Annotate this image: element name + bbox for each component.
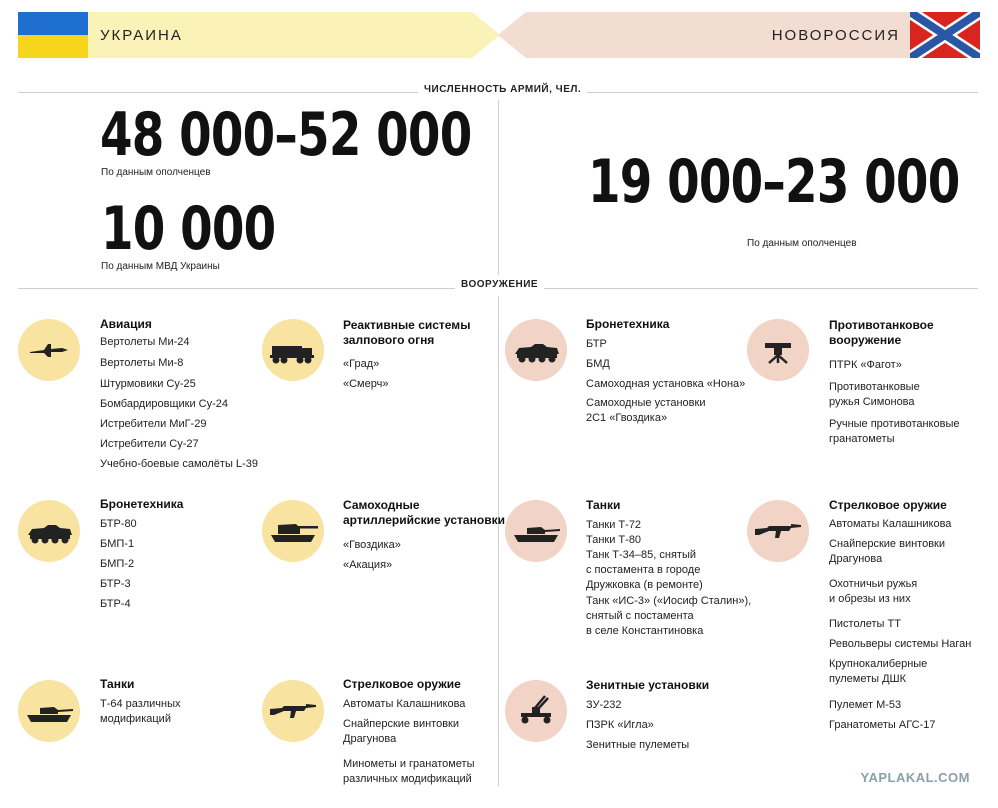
list-item: Ручные противотанковые [829,418,960,430]
category-title: Стрелковое оружие [829,498,947,512]
rifle-icon [747,500,809,562]
list-item: в селе Константиновка [586,625,704,637]
category-title: Бронетехника [586,317,670,331]
list-item: Автоматы Калашникова [343,698,466,710]
ua-strength-source-2: По данным МВД Украины [101,261,220,272]
category-title: Самоходные [343,498,420,512]
list-item: БТР-3 [100,578,131,590]
list-item: 2С1 «Гвоздика» [586,412,668,424]
self-propelled-gun-icon [262,500,324,562]
ua-strength-value-1: 48 000–52 000 [100,100,472,170]
ukraine-flag [18,12,88,58]
list-item: Дружковка (в ремонте) [586,579,703,591]
list-item: Револьверы системы Наган [829,638,972,650]
strength-label: ЧИСЛЕННОСТЬ АРМИЙ, ЧЕЛ. [418,84,587,95]
nr-strength-value: 19 000–23 000 [588,147,960,217]
list-item: Снайперские винтовки [343,718,459,730]
list-item: Снайперские винтовки [829,538,945,550]
center-divider [498,100,499,275]
list-item: Учебно-боевые самолёты L-39 [100,458,258,470]
list-item: Крупнокалиберные [829,658,928,670]
list-item: Автоматы Калашникова [829,518,952,530]
ukraine-title: УКРАИНА [100,27,183,44]
category-title: залпового огня [343,333,435,347]
list-item: Истребители МиГ-29 [100,418,207,430]
list-item: ЗУ-232 [586,699,622,711]
list-item: Вертолеты Ми-8 [100,357,184,369]
list-item: Драгунова [343,733,397,745]
list-item: ПЗРК «Игла» [586,719,654,731]
list-item: и обрезы из них [829,593,911,605]
anti-tank-icon [747,319,809,381]
list-item: «Гвоздика» [343,539,401,551]
novorossiya-title: НОВОРОССИЯ [771,27,900,44]
list-item: Гранатометы АГС-17 [829,719,936,731]
anti-aircraft-icon [505,680,567,742]
ua-strength-source-1: По данным ополченцев [101,167,211,178]
ua-strength-value-2: 10 000 [101,194,276,264]
list-item: Зенитные пулеметы [586,739,690,751]
list-item: Вертолеты Ми-24 [100,336,190,348]
list-item: БТР-4 [100,598,131,610]
list-item: Пистолеты ТТ [829,618,901,630]
rifle-icon [262,680,324,742]
category-title: Противотанковое [829,318,934,332]
list-item: Истребители Су-27 [100,438,199,450]
list-item: модификаций [100,713,171,725]
apc-icon [18,500,80,562]
list-item: Танки Т-80 [586,534,642,546]
category-title: артиллерийские установки [343,513,505,527]
category-title: Стрелковое оружие [343,677,461,691]
category-title: Реактивные системы [343,318,471,332]
list-item: различных модификаций [343,773,472,785]
list-item: снятый с постамента [586,610,694,622]
list-item: Танк Т-34–85, снятый [586,549,696,561]
weapons-label: ВООРУЖЕНИЕ [455,279,544,290]
novorossiya-flag [910,12,980,58]
list-item: Танк «ИС-3» («Иосиф Сталин»), [586,595,752,607]
watermark: YAPLAKAL.COM [860,770,970,785]
list-item: Минометы и гранатометы [343,758,475,770]
category-title: Зенитные установки [586,678,710,692]
jet-icon [18,319,80,381]
list-item: пулеметы ДШК [829,673,907,685]
list-item: БМД [586,358,610,370]
list-item: Танки Т-72 [586,519,642,531]
list-item: Самоходная установка «Нона» [586,378,746,390]
list-item: с постамента в городе [586,564,701,576]
nr-strength-source: По данным ополченцев [747,238,857,249]
list-item: «Смерч» [343,378,389,390]
list-item: Самоходные установки [586,397,706,409]
list-item: «Град» [343,358,380,370]
category-title: Бронетехника [100,497,184,511]
list-item: ружья Симонова [829,396,915,408]
list-item: «Акация» [343,559,393,571]
list-item: БТР [586,338,607,350]
list-item: БМП-1 [100,538,135,550]
list-item: Пулемет М-53 [829,699,902,711]
list-item: ПТРК «Фагот» [829,359,902,371]
list-item: Т-64 различных [100,698,181,710]
category-title: Танки [100,677,135,691]
rocket-launcher-icon [262,319,324,381]
list-item: БТР-80 [100,518,137,530]
list-item: Противотанковые [829,381,920,393]
tank-icon [505,500,567,562]
list-item: гранатометы [829,433,895,445]
category-title: Танки [586,498,621,512]
center-divider [498,296,499,786]
list-item: Драгунова [829,553,883,565]
list-item: Штурмовики Су-25 [100,378,196,390]
list-item: БМП-2 [100,558,135,570]
list-item: Бомбардировщики Су-24 [100,398,228,410]
category-title: Авиация [100,317,152,331]
list-item: Охотничьи ружья [829,578,918,590]
tank-icon [18,680,80,742]
category-title: вооружение [829,333,902,347]
apc-icon [505,319,567,381]
